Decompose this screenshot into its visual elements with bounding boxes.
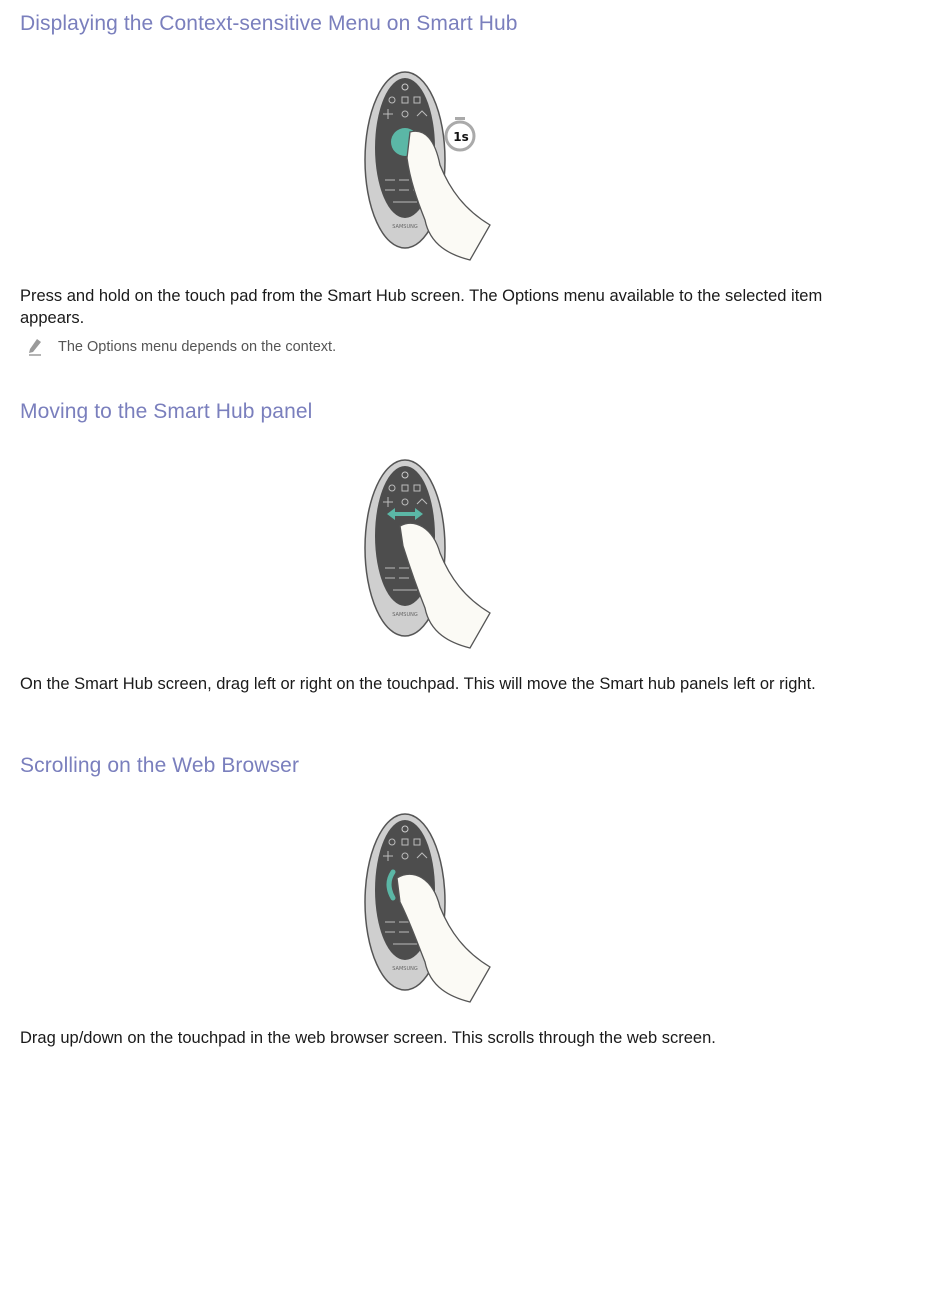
section-heading-smart-hub-panel: Moving to the Smart Hub panel bbox=[20, 400, 313, 423]
remote-illustration bbox=[355, 70, 505, 265]
pencil-icon bbox=[28, 338, 42, 356]
remote-press-hold-illustration bbox=[355, 70, 505, 265]
brand-logo: SAMSUNG bbox=[392, 966, 418, 972]
brand-logo: SAMSUNG bbox=[392, 612, 418, 618]
note-text: The Options menu depends on the context. bbox=[58, 339, 337, 355]
note-context bbox=[28, 337, 336, 357]
timer-label: 1s bbox=[453, 130, 469, 144]
section-heading-context-menu: Displaying the Context-sensitive Menu on Smart Hub bbox=[20, 12, 518, 35]
section-heading-web-browser: Scrolling on the Web Browser bbox=[20, 754, 300, 777]
remote-drag-vertical-illustration bbox=[355, 812, 505, 1007]
remote-drag-horizontal-illustration bbox=[355, 458, 505, 653]
section-body-smart-hub-panel: On the Smart Hub screen, drag left or right on the touchpad. This will move the Smart hub panels left or right. bbox=[20, 675, 816, 693]
section-body-context-menu: Press and hold on the touch pad from the Smart Hub screen. The Options menu available to the selected item appears. bbox=[20, 287, 823, 327]
remote-illustration bbox=[355, 812, 505, 1007]
remote-illustration bbox=[355, 458, 505, 653]
brand-logo: SAMSUNG bbox=[392, 224, 418, 230]
section-body-web-browser: Drag up/down on the touchpad in the web browser screen. This scrolls through the web screen. bbox=[20, 1029, 716, 1047]
timer-knob bbox=[455, 117, 465, 120]
